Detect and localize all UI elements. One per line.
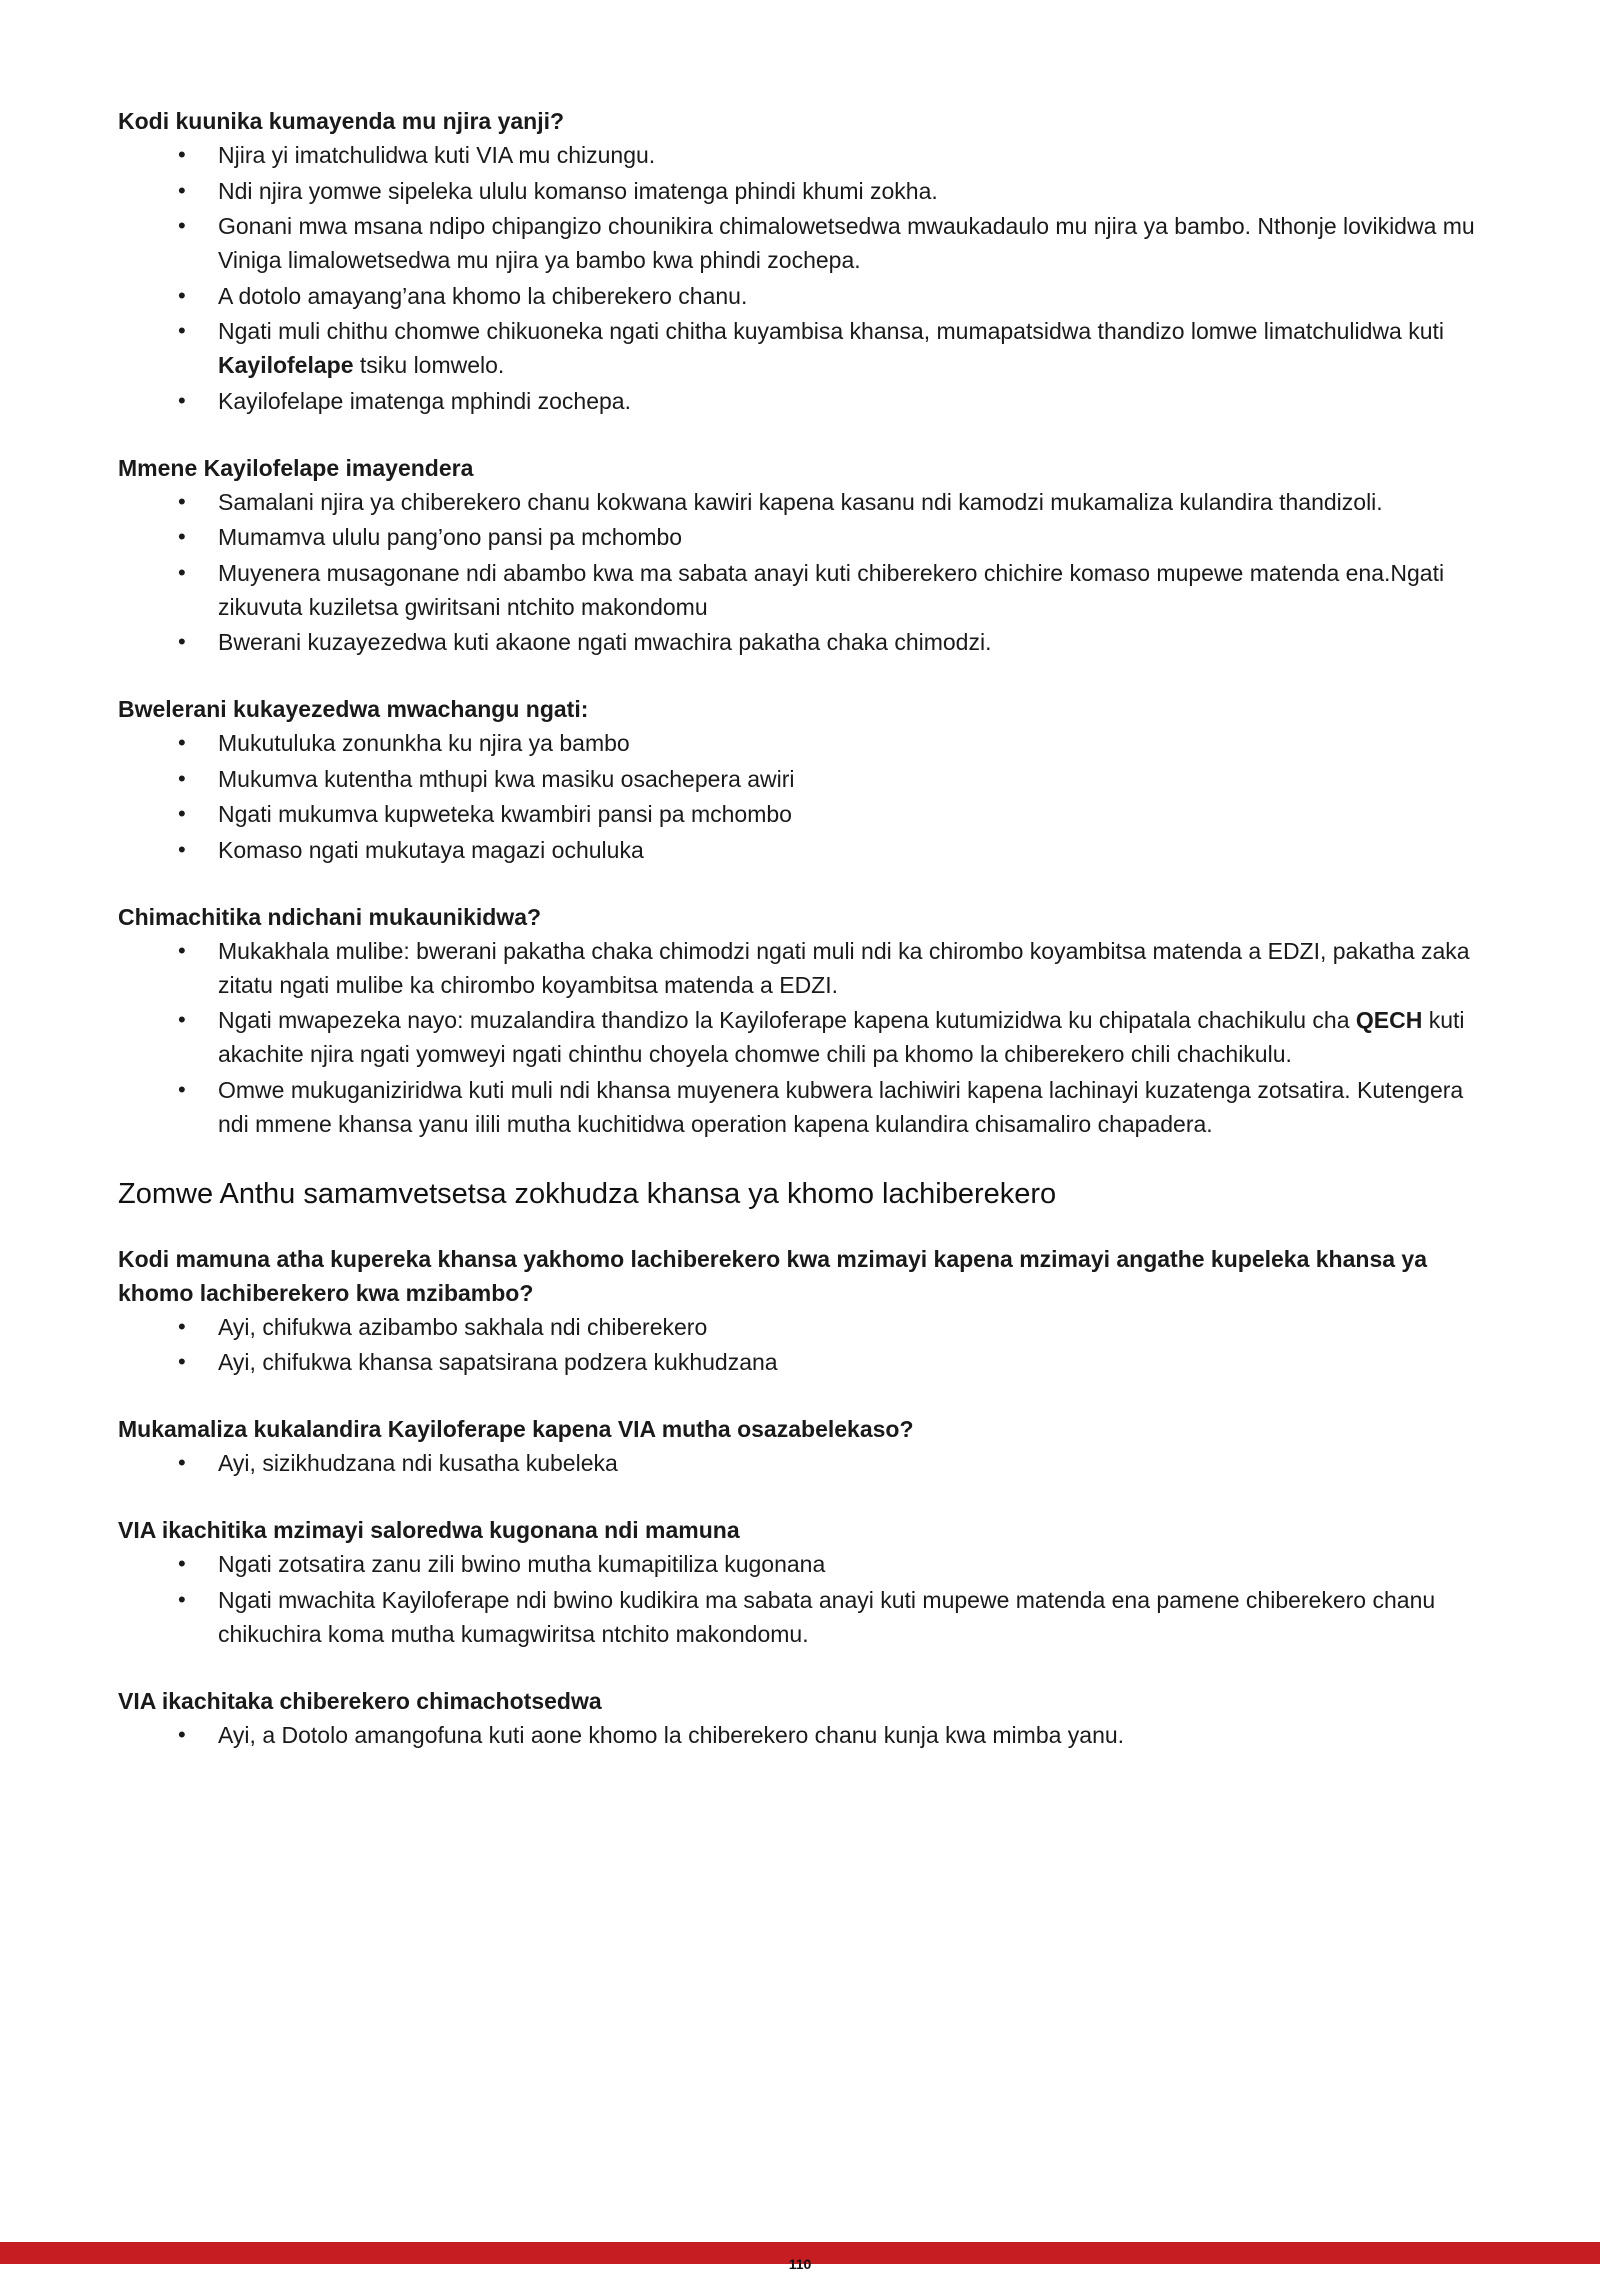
list-item: • Ngati muli chithu chomwe chikuoneka ngati chitha kuyambisa khansa, mumapatsidwa thandizo lomwe limatchulidwa kuti Kayilofelape tsiku lomwelo. xyxy=(218,314,1490,382)
bullet-list xyxy=(118,934,1490,1141)
bullet-list xyxy=(118,1547,1490,1651)
bullet-icon: • xyxy=(178,765,186,791)
list-item: • Ngati zotsatira zanu zili bwino mutha kumapitiliza kugonana xyxy=(218,1547,1490,1581)
bullet-list xyxy=(118,138,1490,418)
list-item: • Samalani njira ya chiberekero chanu kokwana kawiri kapena kasanu ndi kamodzi mukamaliza kulandira thandizoli. xyxy=(218,485,1490,519)
list-item: • Mukutuluka zonunkha ku njira ya bambo xyxy=(218,726,1490,760)
bullet-icon: • xyxy=(178,524,186,549)
bullet-icon: • xyxy=(178,559,186,585)
list-item: • Mukumva kutentha mthupi kwa masiku osachepera awiri xyxy=(218,762,1490,796)
bullet-icon: • xyxy=(178,282,186,308)
section-heading: Bwelerani kukayezedwa mwachangu ngati: xyxy=(118,696,589,722)
section-heading: Mmene Kayilofelape imayendera xyxy=(118,454,474,481)
section-heading: Chimachitika ndichani mukaunikidwa? xyxy=(118,903,542,930)
list-item: • Bwerani kuzayezedwa kuti akaone ngati mwachira pakatha chaka chimodzi. xyxy=(218,625,1490,659)
faq-intercourse xyxy=(118,1513,1490,1651)
list-item: • Ayi, chifukwa azibambo sakhala ndi chiberekero xyxy=(218,1310,1490,1344)
bullet-icon: • xyxy=(178,937,186,963)
bold-term: Kayilofelape xyxy=(218,352,354,378)
list-item: • Ayi, chifukwa khansa sapatsirana podzera kukhudzana xyxy=(218,1345,1490,1379)
section-after-screening xyxy=(118,900,1490,1141)
faq-uterus-removal xyxy=(118,1684,1490,1752)
section-return-urgently xyxy=(118,692,1490,867)
section-how-screening-works xyxy=(118,104,1490,418)
bullet-icon: • xyxy=(178,318,186,343)
faq-question: VIA ikachitaka chiberekero chimachotsedwa xyxy=(118,1687,602,1714)
list-item: • Njira yi imatchulidwa kuti VIA mu chizungu. xyxy=(218,138,1490,172)
list-item: • Muyenera musagonane ndi abambo kwa ma sabata anayi kuti chiberekero chichire komaso mupewe matenda ena.Ngati zikuvuta kuziletsa gwiritsani ntchito makondomu xyxy=(218,556,1490,624)
bullet-icon: • xyxy=(178,629,186,654)
faq-transmission xyxy=(118,1242,1490,1380)
bullet-icon: • xyxy=(178,1076,186,1102)
bullet-list xyxy=(118,1446,1490,1480)
bullet-icon: • xyxy=(178,177,186,203)
bullet-icon: • xyxy=(178,1007,186,1032)
major-heading: Zomwe Anthu samamvetsetsa zokhudza khansa ya khomo lachiberekero xyxy=(118,1177,1057,1210)
list-item: • Mukakhala mulibe: bwerani pakatha chaka chimodzi ngati muli ndi ka chirombo koyambitsa matenda a EDZI, pakatha zaka zitatu ngati mulibe ka chirombo koyambitsa matenda a EDZI. xyxy=(218,934,1490,1002)
list-item: • Mumamva ululu pang’ono pansi pa mchombo xyxy=(218,520,1490,554)
bullet-icon: • xyxy=(178,1551,186,1576)
list-item: • A dotolo amayang’ana khomo la chiberekero chanu. xyxy=(218,279,1490,313)
bullet-list xyxy=(118,1718,1490,1752)
bullet-icon: • xyxy=(178,730,186,755)
list-item: • Ngati mukumva kupweteka kwambiri pansi pa mchombo xyxy=(218,797,1490,831)
bullet-icon: • xyxy=(178,1349,186,1374)
bullet-list xyxy=(118,485,1490,660)
bullet-icon: • xyxy=(178,488,186,514)
page-number: 110 xyxy=(788,2256,812,2272)
list-item: • Komaso ngati mukutaya magazi ochuluka xyxy=(218,833,1490,867)
bullet-icon: • xyxy=(178,142,186,167)
bullet-list xyxy=(118,1310,1490,1380)
faq-question: VIA ikachitika mzimayi saloredwa kugonana ndi mamuna xyxy=(118,1517,740,1543)
section-cryotherapy-process xyxy=(118,451,1490,660)
list-item: • Omwe mukuganiziridwa kuti muli ndi khansa muyenera kubwera lachiwiri kapena lachinayi kuzatenga zotsatira. Kutengera ndi mmene khansa yanu ilili mutha kuchitidwa operation kapena kulandira chisamaliro chapadera. xyxy=(218,1073,1490,1141)
bullet-icon: • xyxy=(178,1721,186,1747)
list-item: • Kayilofelape imatenga mphindi zochepa. xyxy=(218,384,1490,418)
document-page xyxy=(118,104,1490,1785)
list-item: • Ndi njira yomwe sipeleka ululu komanso imatenga phindi khumi zokha. xyxy=(218,174,1490,208)
list-item: • Ayi, sizikhudzana ndi kusatha kubeleka xyxy=(218,1446,1490,1480)
bullet-icon: • xyxy=(178,387,186,413)
list-item: • Ngati mwapezeka nayo: muzalandira thandizo la Kayiloferape kapena kutumizidwa ku chipatala chachikulu cha QECH kuti akachite njira ngati yomweyi ngati chinthu choyela chomwe chili pa khomo la chiberekero chili chachikulu. xyxy=(218,1003,1490,1071)
faq-fertility xyxy=(118,1412,1490,1480)
list-item: • Ayi, a Dotolo amangofuna kuti aone khomo la chiberekero chanu kunja kwa mimba yanu. xyxy=(218,1718,1490,1752)
section-heading: Kodi kuunika kumayenda mu njira yanji? xyxy=(118,108,565,134)
bullet-icon: • xyxy=(178,1313,186,1339)
bullet-icon: • xyxy=(178,801,186,826)
faq-question: Mukamaliza kukalandira Kayiloferape kapena VIA mutha osazabelekaso? xyxy=(118,1416,914,1442)
list-item: • Ngati mwachita Kayiloferape ndi bwino kudikira ma sabata anayi kuti mupewe matenda ena pamene chiberekero chanu chikuchira koma mutha kumagwiritsa ntchito makondomu. xyxy=(218,1583,1490,1651)
bold-term: QECH xyxy=(1355,1007,1423,1033)
bullet-icon: • xyxy=(178,836,186,862)
bullet-icon: • xyxy=(178,213,186,238)
bullet-list xyxy=(118,726,1490,867)
list-item: • Gonani mwa msana ndipo chipangizo chounikira chimalowetsedwa mwaukadaulo mu njira ya bambo. Nthonje lovikidwa mu Viniga limalowetsedwa mu njira ya bambo kwa phindi zochepa. xyxy=(218,209,1490,277)
bullet-icon: • xyxy=(178,1586,186,1612)
faq-question: Kodi mamuna atha kupereka khansa yakhomo lachiberekero kwa mzimayi kapena mzimayi angathe kupeleka khansa ya khomo lachiberekero kwa mzibambo? xyxy=(118,1245,1428,1306)
bullet-icon: • xyxy=(178,1450,186,1475)
